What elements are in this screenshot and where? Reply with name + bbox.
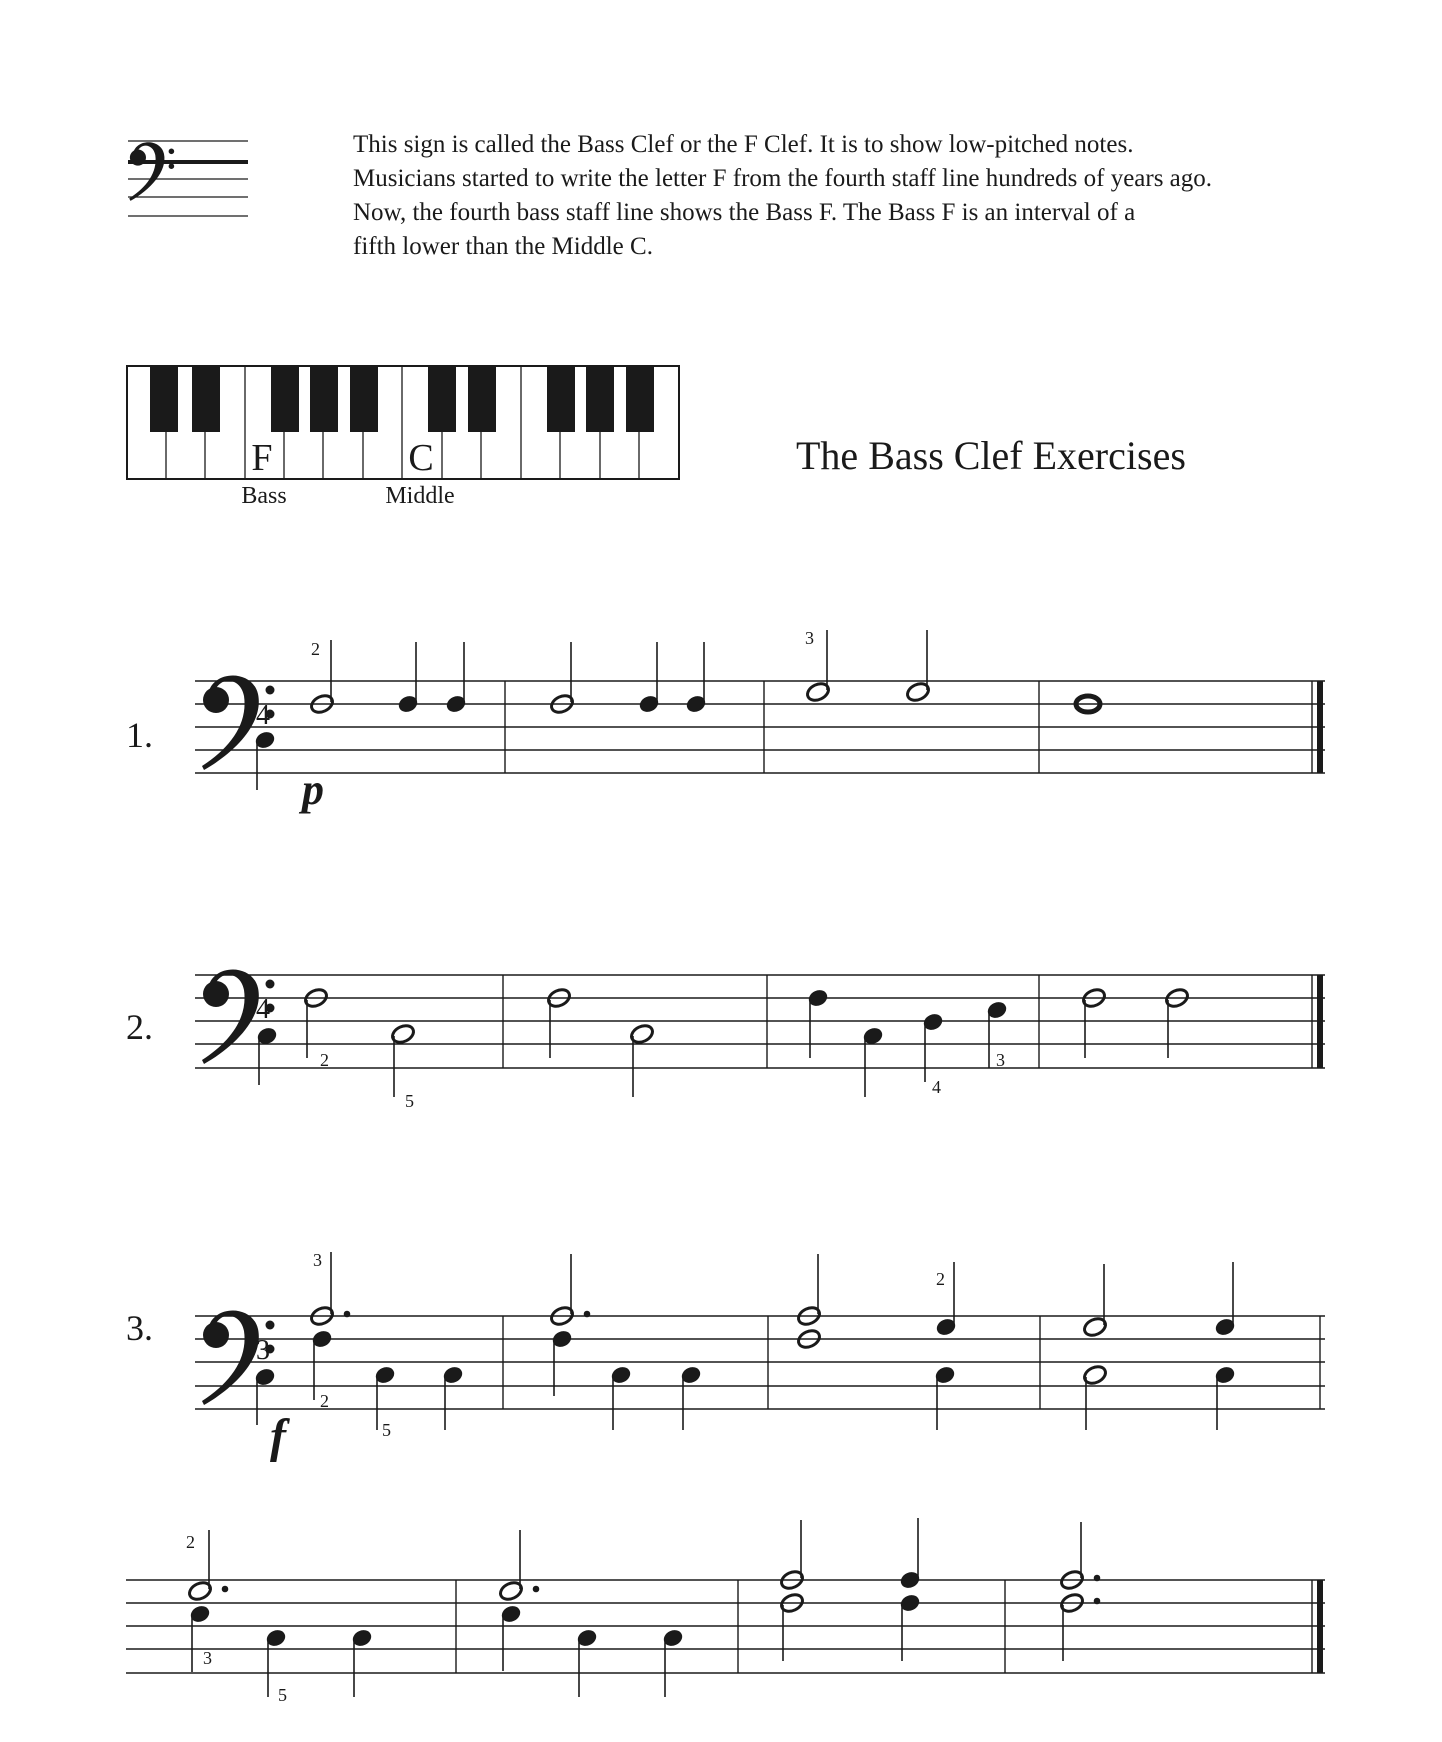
exercise-3-continued	[126, 1518, 1325, 1705]
fingering: 5	[382, 1420, 391, 1440]
time-signature: 3	[256, 1335, 270, 1366]
staff	[195, 975, 1325, 1068]
exercise-2	[126, 969, 1325, 1111]
bass-clef-illustration	[128, 141, 248, 216]
exercises-title: The Bass Clef Exercises	[796, 433, 1186, 478]
exercise-number: 1.	[126, 715, 153, 755]
notes	[187, 1518, 1100, 1697]
key-label-c: C	[408, 437, 434, 479]
staff	[195, 1316, 1325, 1409]
exercise-number: 3.	[126, 1308, 153, 1348]
exercise-3	[126, 1250, 1325, 1463]
fingering: 2	[320, 1050, 329, 1070]
notes	[254, 630, 1100, 790]
key-caption-middle: Middle	[385, 483, 455, 509]
key-caption-bass: Bass	[241, 483, 287, 509]
exercise-number: 2.	[126, 1007, 153, 1047]
key-label-f: F	[251, 437, 273, 479]
staff	[126, 1580, 1325, 1673]
fingering: 5	[278, 1685, 287, 1705]
notes	[254, 1252, 1236, 1430]
fingering: 3	[805, 628, 814, 648]
fingering: 2	[936, 1269, 945, 1289]
fingering: 2	[311, 639, 320, 659]
intro-line: This sign is called the Bass Clef or the F Clef. It is to show low-pitched notes.	[353, 131, 1134, 158]
fingering: 4	[932, 1077, 941, 1097]
intro-line: fifth lower than the Middle C.	[353, 233, 653, 260]
fingering: 5	[405, 1091, 414, 1111]
notes	[256, 987, 1190, 1097]
fingering: 3	[313, 1250, 322, 1270]
staff	[195, 681, 1325, 773]
intro-line: Now, the fourth bass staff line shows the Bass F. The Bass F is an interval of a	[353, 199, 1136, 226]
exercise-1	[126, 628, 1325, 814]
piano-keyboard	[127, 366, 679, 509]
dynamic-marking: p	[302, 765, 324, 814]
fingering: 2	[186, 1532, 195, 1552]
fingering: 3	[203, 1648, 212, 1668]
fingering: 3	[996, 1050, 1005, 1070]
fingering: 2	[320, 1391, 329, 1411]
time-signature: 4	[256, 700, 270, 731]
time-signature: 4	[256, 994, 270, 1025]
dynamic-marking: f	[270, 1410, 286, 1463]
intro-line: Musicians started to write the letter F from the fourth staff line hundreds of years ago.	[353, 165, 1213, 192]
